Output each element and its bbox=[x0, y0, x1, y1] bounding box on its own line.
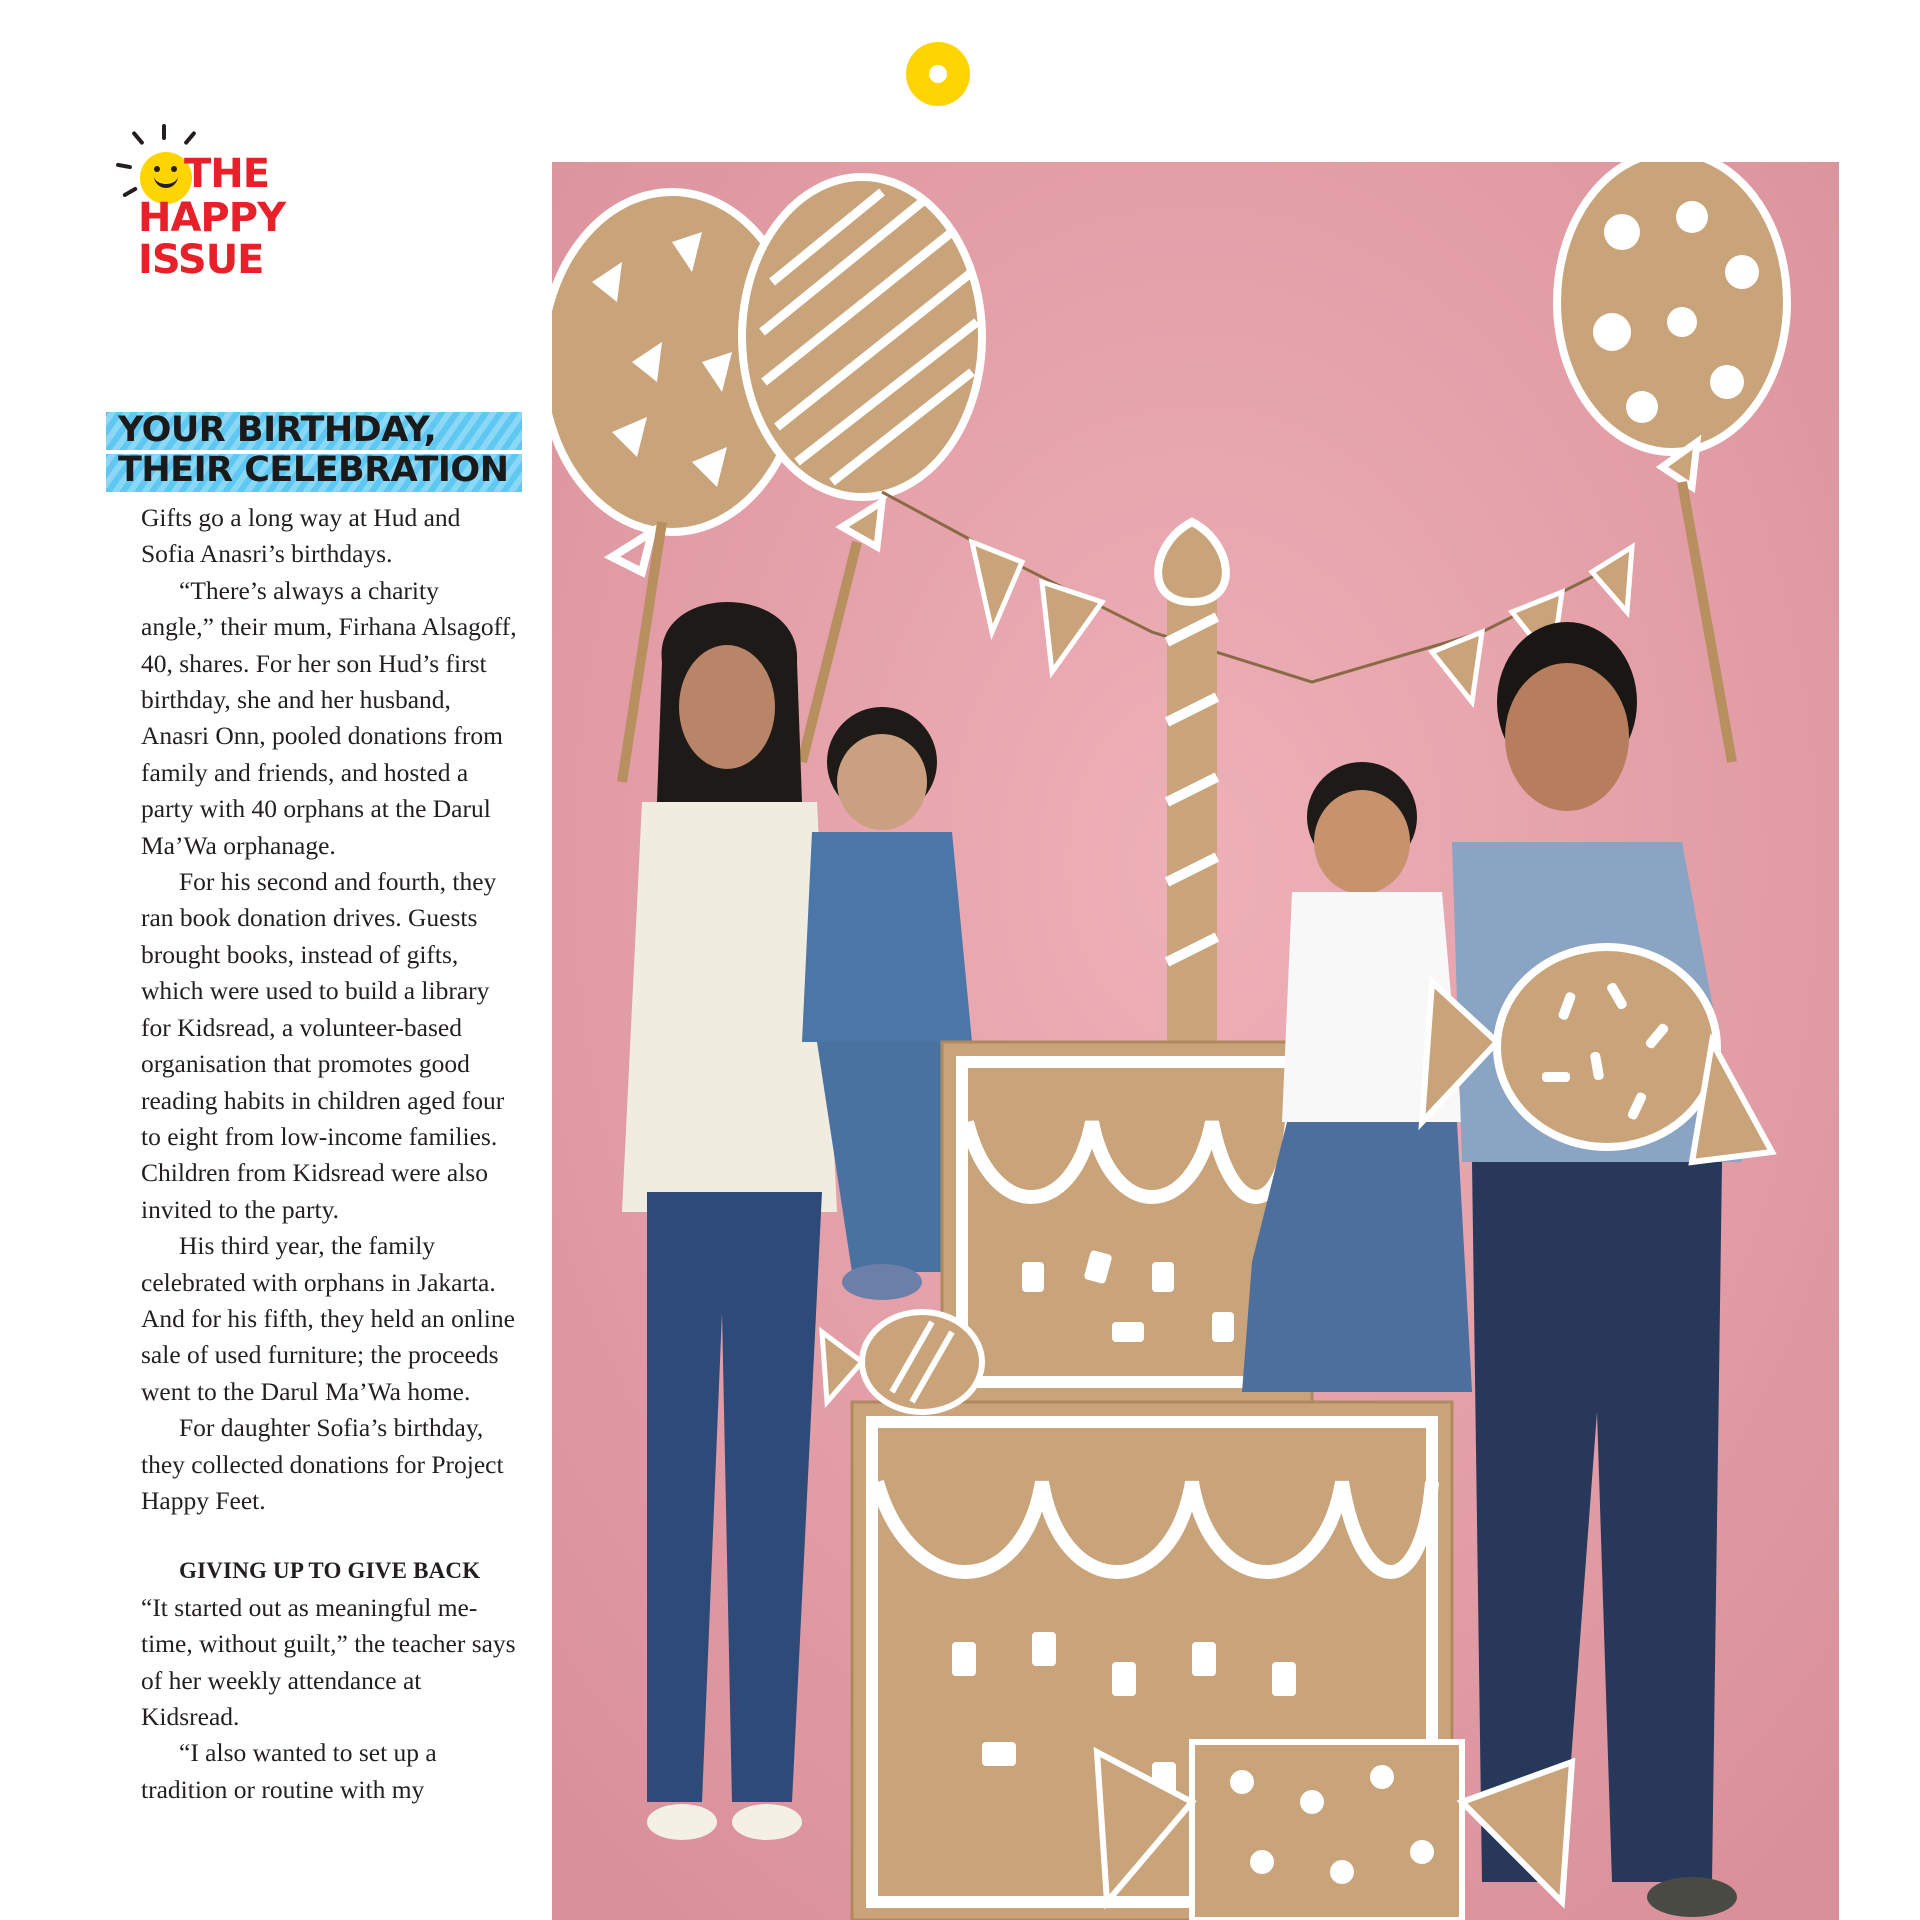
logo-word-the: THE bbox=[184, 151, 270, 197]
article-paragraph: Gifts go a long way at Hud and Sofia Anasri’s birthdays. bbox=[141, 503, 461, 569]
article-paragraph: “I also wanted to set up a tradition or routine with my bbox=[141, 1738, 437, 1804]
article-subhead: GIVING UP TO GIVE BACK bbox=[179, 1558, 481, 1584]
article-paragraph: His third year, the family celebrated with orphans in Jakarta. And for his fifth, they held an online sale of used furniture; the proceeds went to the Darul Ma’Wa home. bbox=[141, 1231, 515, 1406]
family-photo bbox=[552, 162, 1839, 1920]
sun-ray-icon bbox=[116, 163, 132, 170]
headline-line-2: THEIR CELEBRATION bbox=[118, 450, 509, 490]
article-paragraph: “There’s always a charity angle,” their mum, Firhana Alsagoff, 40, shares. For her son Hud’s first birthday, she and her husband, Anasri Onn, pooled donations from family and friends, and hosted a party with 40 orphans at the Darul Ma’Wa orphanage. bbox=[141, 575, 517, 860]
happy-issue-logo bbox=[100, 118, 320, 288]
logo-word-happy: HAPPY bbox=[138, 195, 286, 241]
article-paragraph: For daughter Sofia’s birthday, they collected donations for Project Happy Feet. bbox=[141, 1413, 504, 1515]
headline-line-1: YOUR BIRTHDAY, bbox=[118, 410, 437, 450]
article-paragraph: For his second and fourth, they ran book donation drives. Guests brought books, instead of gifts, which were used to build a library for Kidsread, a volunteer-based organisation that promotes good reading habits in children aged four to eight from low-income families. Children from Kidsread were also invited to the party. bbox=[141, 867, 505, 1224]
sun-ray-icon bbox=[183, 131, 196, 146]
sun-ray-icon bbox=[162, 124, 166, 140]
family-photo-illustration bbox=[552, 162, 1839, 1920]
sun-ray-icon bbox=[131, 131, 144, 146]
article-headline bbox=[118, 410, 518, 490]
logo-word-issue: ISSUE bbox=[138, 237, 264, 283]
page-marker-dot bbox=[906, 42, 970, 106]
article-body bbox=[141, 500, 517, 1808]
article-paragraph: “It started out as meaningful me-time, without guilt,” the teacher says of her weekly attendance at Kidsread. bbox=[141, 1592, 516, 1731]
sun-ray-icon bbox=[122, 186, 138, 197]
